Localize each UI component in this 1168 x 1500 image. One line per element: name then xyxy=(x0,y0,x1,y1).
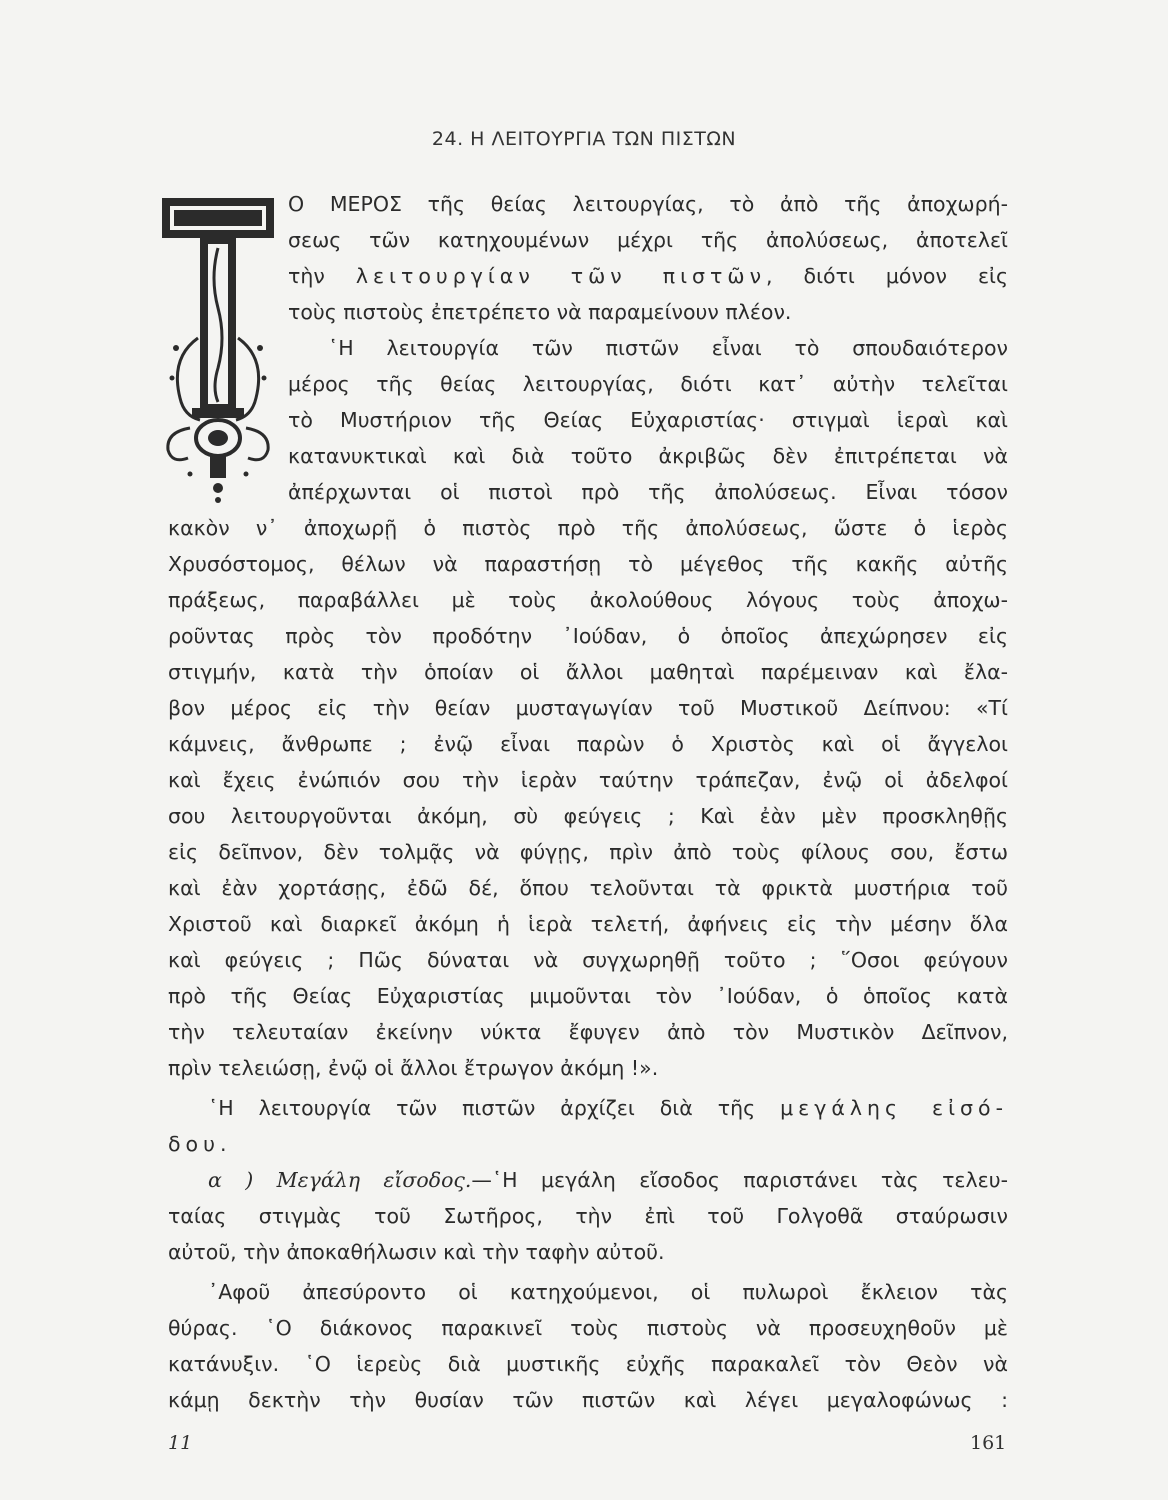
page-number: 161 xyxy=(970,1432,1007,1454)
subsection-heading: α ) Μεγάλη εἴσοδος. xyxy=(208,1168,472,1192)
text-line: μέρος τῆς θείας λειτουργίας, διότι κατ᾿ αὐτὴν τελεῖται xyxy=(288,372,1008,396)
text-line: θύρας. ῾Ο διάκονος παρακινεῖ τοὺς πιστοὺς νὰ προσευχηθοῦν μὲ xyxy=(168,1316,1008,1340)
text-line: κατανυκτικαὶ καὶ διὰ τοῦτο ἀκριβῶς δὲν ἐπιτρέπεται νὰ xyxy=(288,444,1008,468)
text-line: στιγμήν, κατὰ τὴν ὁποίαν οἱ ἄλλοι μαθηταὶ παρέμειναν καὶ ἔλα- xyxy=(168,660,1008,684)
text-run: —῾Η μεγάλη εἴσοδος παριστάνει τὰς τελευ- xyxy=(471,1168,1008,1192)
ornamental-dropcap xyxy=(160,188,276,506)
signature-mark: 11 xyxy=(168,1432,193,1454)
text-run: τὴν xyxy=(288,264,356,288)
text-line xyxy=(168,1162,1008,1198)
emphasis-spaced: λειτουργίαν τῶν πιστῶν xyxy=(355,264,767,288)
text-line: τοὺς πιστοὺς ἐπετρέπετο νὰ παραμείνουν πλέον. xyxy=(288,300,792,324)
text-run: ῾Η λειτουργία τῶν πιστῶν ἀρχίζει διὰ τῆς xyxy=(208,1096,756,1120)
text-line: Ο ΜΕΡΟΣ τῆς θείας λειτουργίας, τὸ ἀπὸ τῆς ἀποχωρή- xyxy=(288,192,1008,216)
text-line: κατάνυξιν. ῾Ο ἱερεὺς διὰ μυστικῆς εὐχῆς παρακαλεῖ τὸν Θεὸν νὰ xyxy=(168,1352,1008,1376)
chapter-title: 24. Η ΛΕΙΤΟΥΡΓΙΑ ΤΩΝ ΠΙΣΤΩΝ xyxy=(431,128,737,150)
text-line: δου. xyxy=(168,1132,232,1156)
text-line: ῾Η λειτουργία τῶν πιστῶν εἶναι τὸ σπουδαιότερον xyxy=(328,336,1008,360)
text-line: καὶ ἔχεις ἐνώπιόν σου τὴν ἱερὰν ταύτην τράπεζαν, ἐνῷ οἱ ἀδελφοί xyxy=(168,768,1008,792)
text-line: πρὸ τῆς Θείας Εὐχαριστίας μιμοῦνται τὸν ᾿Ιούδαν, ὁ ὁποῖος κατὰ xyxy=(168,984,1008,1008)
text-line: Χριστοῦ καὶ διαρκεῖ ἀκόμη ἡ ἱερὰ τελετή, ἀφήνεις εἰς τὴν μέσην ὅλα xyxy=(168,912,1008,936)
emphasis-spaced: μεγάλης εἰσό- xyxy=(780,1096,1008,1120)
text-line: πρὶν τελειώσῃ, ἐνῷ οἱ ἄλλοι ἔτρωγον ἀκόμη !». xyxy=(168,1056,659,1080)
text-line: κάμῃ δεκτὴν τὴν θυσίαν τῶν πιστῶν καὶ λέγει μεγαλοφώνως : xyxy=(168,1388,1008,1412)
text-line: τὴν τελευταίαν ἐκείνην νύκτα ἔφυγεν ἀπὸ τὸν Μυστικὸν Δεῖπνον, xyxy=(168,1020,1008,1044)
text-line: καὶ ἐὰν χορτάσῃς, ἐδῶ δέ, ὅπου τελοῦνται τὰ φρικτὰ μυστήρια τοῦ xyxy=(168,876,1008,900)
text-line xyxy=(288,258,1008,294)
text-line: Χρυσόστομος, θέλων νὰ παραστήσῃ τὸ μέγεθος τῆς κακῆς αὐτῆς xyxy=(168,552,1008,576)
text-line: βον μέρος εἰς τὴν θείαν μυσταγωγίαν τοῦ Μυστικοῦ Δείπνου: «Τί xyxy=(168,696,1008,720)
text-line: ᾿Αφοῦ ἀπεσύροντο οἱ κατηχούμενοι, οἱ πυλωροὶ ἔκλειον τὰς xyxy=(208,1280,1008,1304)
text-line: ροῦντας πρὸς τὸν προδότην ᾿Ιούδαν, ὁ ὁποῖος ἀπεχώρησεν εἰς xyxy=(168,624,1008,648)
text-line: ταίας στιγμὰς τοῦ Σωτῆρος, τὴν ἐπὶ τοῦ Γολγοθᾶ σταύρωσιν xyxy=(168,1204,1008,1228)
text-line: σου λειτουργοῦνται ἀκόμη, σὺ φεύγεις ; Καὶ ἐὰν μὲν προσκληθῇς xyxy=(168,804,1008,828)
text-line: αὐτοῦ, τὴν ἀποκαθήλωσιν καὶ τὴν ταφὴν αὐτοῦ. xyxy=(168,1240,665,1264)
text-line: κακὸν ν᾿ ἀποχωρῇ ὁ πιστὸς πρὸ τῆς ἀπολύσεως, ὥστε ὁ ἱερὸς xyxy=(168,516,1008,540)
text-line: καὶ φεύγεις ; Πῶς δύναται νὰ συγχωρηθῇ τοῦτο ; ῞Οσοι φεύγουν xyxy=(168,948,1008,972)
text-run: , διότι μόνον εἰς xyxy=(766,264,1008,288)
text-line: τὸ Μυστήριον τῆς Θείας Εὐχαριστίας· στιγμαὶ ἱεραὶ καὶ xyxy=(288,408,1008,432)
text-line: ἀπέρχωνται οἱ πιστοὶ πρὸ τῆς ἀπολύσεως. Εἶναι τόσον xyxy=(288,480,1008,504)
text-line: εἰς δεῖπνον, δὲν τολμᾷς νὰ φύγῃς, πρὶν ἀπὸ τοὺς φίλους σου, ἔστω xyxy=(168,840,1008,864)
text-line: κάμνεις, ἄνθρωπε ; ἐνῷ εἶναι παρὼν ὁ Χριστὸς καὶ οἱ ἄγγελοι xyxy=(168,732,1008,756)
text-line: σεως τῶν κατηχουμένων μέχρι τῆς ἀπολύσεως, ἀποτελεῖ xyxy=(288,228,1008,252)
text-line xyxy=(168,1090,1008,1126)
text-line: πράξεως, παραβάλλει μὲ τοὺς ἀκολούθους λόγους τοὺς ἀποχω- xyxy=(168,588,1008,612)
